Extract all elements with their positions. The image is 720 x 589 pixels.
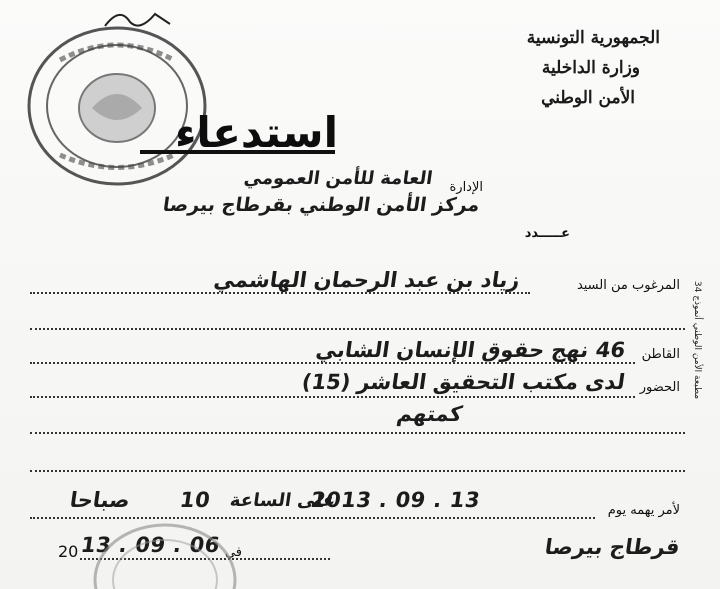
side-note: مطبعة الأمن الوطني أنموذج 34 — [692, 280, 703, 400]
official-seal — [22, 20, 212, 190]
title-underline — [140, 150, 335, 154]
signature-mark — [100, 4, 180, 34]
header-security: الأمن الوطني — [541, 88, 635, 108]
date-line-label: لأمر يهمه يوم — [607, 503, 680, 518]
address-dotline — [30, 362, 635, 364]
hour-value: 10 — [178, 488, 212, 512]
number-label: عـــــدد — [524, 226, 570, 241]
header-ministry: وزارة الداخلية — [541, 58, 640, 78]
person-value: زياد بن عبد الرحمان الهاشمي — [212, 268, 522, 292]
admin-label: الإدارة — [449, 180, 483, 195]
address-value: 46 نهج حقوق الإنسان الشابي — [314, 338, 627, 362]
header-republic: الجمهورية التونسية — [526, 28, 660, 48]
appearance-dotline — [30, 396, 635, 398]
footer-year-prefix: 20 — [58, 542, 79, 561]
person-label: المرغوب من السيد — [576, 278, 680, 293]
person-dotline — [30, 292, 530, 294]
admin-value: العامة للأمن العمومي — [242, 168, 434, 189]
blank-dotline-3 — [30, 470, 685, 472]
center-value: مركز الأمن الوطني بقرطاج بيرصا — [161, 194, 482, 216]
bottom-stamp — [90, 520, 240, 589]
period-value: صباحا — [68, 488, 132, 512]
date-value: 2013 . 09 . 13 — [309, 488, 482, 512]
footer-date: 13 . 09 . 06 — [79, 533, 222, 557]
date-dotline — [30, 517, 595, 519]
document-title: استدعاء — [174, 108, 338, 157]
blank-dotline-1 — [30, 328, 685, 330]
footer-place: قرطاج بيرصا — [543, 535, 682, 559]
appearance-extra: كمتهم — [395, 402, 464, 426]
appearance-value: لدى مكتب التحقيق العاشر (15) — [300, 370, 627, 394]
blank-dotline-2 — [30, 432, 685, 434]
appearance-label: الحضور — [639, 380, 680, 395]
hour-label: على الساعة — [228, 490, 337, 511]
footer-in-label: في — [224, 545, 242, 560]
address-label: القاطن — [641, 347, 680, 362]
